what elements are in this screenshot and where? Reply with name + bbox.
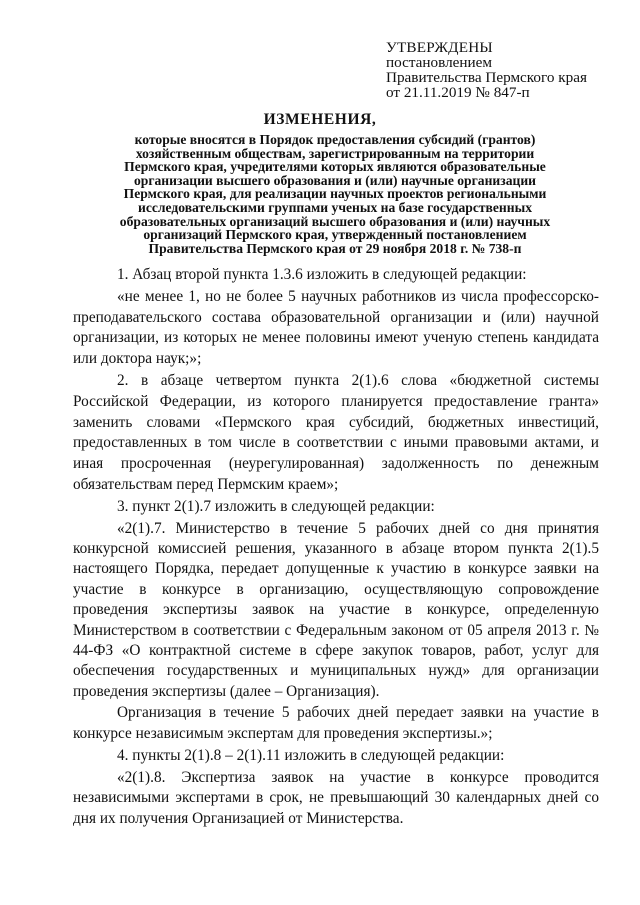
subtitle-line: Пермского края, учредителями которых являются образовательные — [124, 159, 546, 175]
approval-title: УТВЕРЖДЕНЫ — [386, 39, 493, 56]
subtitle-line: которые вносятся в Порядок предоставления субсидий (грантов) — [134, 132, 536, 147]
paragraph-8: «2(1).8. Экспертиза заявок на участие в конкурсе проводится независимыми экспертами в срок, не превышающий 30 календарных дней со дня их получения Организацией от Министерства. — [73, 768, 599, 828]
document-title: ИЗМЕНЕНИЯ, — [263, 111, 377, 128]
paragraph-1: 1. Абзац второй пункта 1.3.6 изложить в следующей редакции: — [117, 266, 527, 283]
approval-stamp — [386, 40, 626, 100]
paragraph-6: Организация в течение 5 рабочих дней передает заявки на участие в конкурсе независимым экспертам для проведения экспертизы.»; — [73, 704, 599, 743]
paragraph-3: 2. в абзаце четвертом пункта 2(1).6 слова «бюджетной системы Российской Федерации, из которого планируется предоставление гранта» заменить словами «Пермского края субсидий, бюджетных инвестиций, предоставленных в том числе в соответствии с иными правовыми актами, и иная просроченная (неурегулированная) задолженность по денежным обязательствам перед Пермским краем»; — [73, 371, 599, 493]
subtitle-line: Пермского края, для реализации научных проектов региональными — [123, 186, 547, 202]
document-body — [73, 265, 599, 830]
subtitle-line: Правительства Пермского края от 29 ноября 2018 г. № 738-п — [148, 240, 522, 256]
paragraph-2: «не менее 1, но не более 5 научных работников из числа профессорско-преподавательского состава образовательной организации и (или) научной организации, из которых не менее половины имеют ученую степень кандидата или доктора наук;»; — [73, 287, 599, 368]
approval-line-2: Правительства Пермского края — [386, 69, 587, 86]
subtitle-line: исследовательскими группами ученых на базе государственных — [138, 199, 532, 215]
paragraph-4: 3. пункт 2(1).7 изложить в следующей редакции: — [117, 497, 435, 515]
paragraph-7: 4. пункты 2(1).8 – 2(1).11 изложить в следующей редакции: — [117, 746, 505, 764]
paragraph-5: «2(1).7. Министерство в течение 5 рабочих дней со дня принятия конкурсной комиссией решения, указанного в абзаце втором пункта 2(1).5 настоящего Порядка, передает допущенные к участию в конкурсе заявки на участие в конкурсе в организацию, осуществляющую сопровождение проведения экспертизы заявок на участие в конкурсе, определенную Министерством в соответствии с Федеральным законом от 05 апреля 2013 г. № 44-ФЗ «О контрактной системе в сфере закупок товаров, работ, услуг для обеспечения государственных и муниципальных нужд» для организации проведения экспертизы (далее – Организация). — [73, 519, 599, 700]
subtitle-line: организаций Пермского края, утвержденный постановлением — [143, 227, 527, 243]
subtitle-line: образовательных организаций высшего образования и (или) научных — [119, 213, 551, 229]
document-subtitle — [70, 133, 600, 255]
approval-line-3: от 21.11.2019 № 847-п — [386, 84, 530, 101]
subtitle-line: хозяйственным обществам, зарегистрированным на территории — [135, 145, 535, 161]
subtitle-line: организации высшего образования и (или) научные организации — [133, 172, 537, 188]
approval-line-1: постановлением — [386, 54, 493, 71]
